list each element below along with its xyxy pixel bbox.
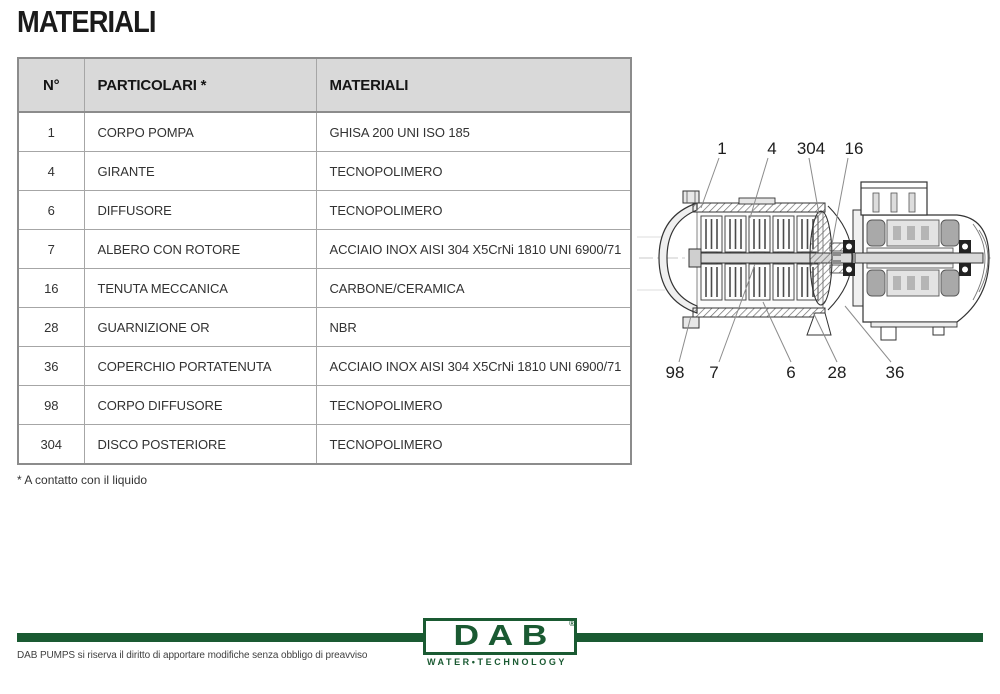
callout-label: 6 xyxy=(786,363,796,382)
table-row xyxy=(18,191,631,230)
material: ACCIAIO INOX AISI 304 X5CrNi 1810 UNI 6900/71 xyxy=(316,230,631,269)
materials-table-body xyxy=(18,112,631,464)
motor-section xyxy=(843,182,989,340)
part-number: 98 xyxy=(18,386,84,425)
part-name: GIRANTE xyxy=(84,152,316,191)
fill-plug xyxy=(683,191,699,203)
registered-trademark-icon: ® xyxy=(569,619,575,628)
callout-label: 304 xyxy=(796,139,826,158)
table-row xyxy=(18,152,631,191)
part-name: DISCO POSTERIORE xyxy=(84,425,316,465)
column-header-materials: MATERIALI xyxy=(316,58,631,112)
material: ACCIAIO INOX AISI 304 X5CrNi 1810 UNI 6900/71 xyxy=(316,347,631,386)
part-number: 6 xyxy=(18,191,84,230)
rear-disc xyxy=(810,211,832,305)
part-name: TENUTA MECCANICA xyxy=(84,269,316,308)
materials-table-header xyxy=(18,58,631,112)
part-name: ALBERO CON ROTORE xyxy=(84,230,316,269)
material: CARBONE/CERAMICA xyxy=(316,269,631,308)
stator-winding xyxy=(867,220,885,246)
dab-logo-tagline: WATER•TECHNOLOGY xyxy=(426,657,568,667)
mechanical-seal xyxy=(830,243,844,251)
table-row xyxy=(18,112,631,152)
footer-disclaimer: DAB PUMPS si riserva il diritto di apportare modifiche senza obbligo di preavviso xyxy=(17,650,368,661)
callout-label: 28 xyxy=(827,363,847,382)
column-header-parts: PARTICOLARI * xyxy=(84,58,316,112)
part-name: GUARNIZIONE OR xyxy=(84,308,316,347)
shaft-nut xyxy=(689,249,701,267)
part-number: 7 xyxy=(18,230,84,269)
motor-base xyxy=(871,322,957,327)
column-header-number: N° xyxy=(18,58,84,112)
part-name: CORPO DIFFUSORE xyxy=(84,386,316,425)
material: GHISA 200 UNI ISO 185 xyxy=(316,112,631,152)
part-number: 16 xyxy=(18,269,84,308)
dab-logo xyxy=(423,618,577,655)
callout-label: 4 xyxy=(767,139,777,158)
pump-hydraulic-section xyxy=(659,191,855,335)
material: TECNOPOLIMERO xyxy=(316,386,631,425)
pump-cross-section-diagram xyxy=(635,130,995,390)
part-number: 1 xyxy=(18,112,84,152)
drain-plug xyxy=(683,317,699,328)
callout-label: 16 xyxy=(844,139,864,158)
material: TECNOPOLIMERO xyxy=(316,191,631,230)
materials-table xyxy=(17,57,632,465)
callout-label: 98 xyxy=(665,363,685,382)
table-footnote: * A contatto con il liquido xyxy=(17,473,148,487)
material: NBR xyxy=(316,308,631,347)
part-name: COPERCHIO PORTATENUTA xyxy=(84,347,316,386)
material: TECNOPOLIMERO xyxy=(316,152,631,191)
callout-label: 7 xyxy=(709,363,719,382)
casing-boss xyxy=(739,198,775,204)
table-row xyxy=(18,308,631,347)
part-number: 4 xyxy=(18,152,84,191)
callout-label: 36 xyxy=(885,363,905,382)
material: TECNOPOLIMERO xyxy=(316,425,631,465)
dab-logo-wordmark: DAB xyxy=(453,620,556,652)
page-title: MATERIALI xyxy=(17,4,156,39)
part-number: 36 xyxy=(18,347,84,386)
table-row xyxy=(18,269,631,308)
callout-label: 1 xyxy=(717,139,727,158)
part-name: CORPO POMPA xyxy=(84,112,316,152)
part-number: 304 xyxy=(18,425,84,465)
table-row xyxy=(18,230,631,269)
table-row xyxy=(18,347,631,386)
motor-foot xyxy=(881,327,896,340)
part-number: 28 xyxy=(18,308,84,347)
table-row xyxy=(18,425,631,465)
motor-shaft xyxy=(855,253,983,263)
table-row xyxy=(18,386,631,425)
part-name: DIFFUSORE xyxy=(84,191,316,230)
